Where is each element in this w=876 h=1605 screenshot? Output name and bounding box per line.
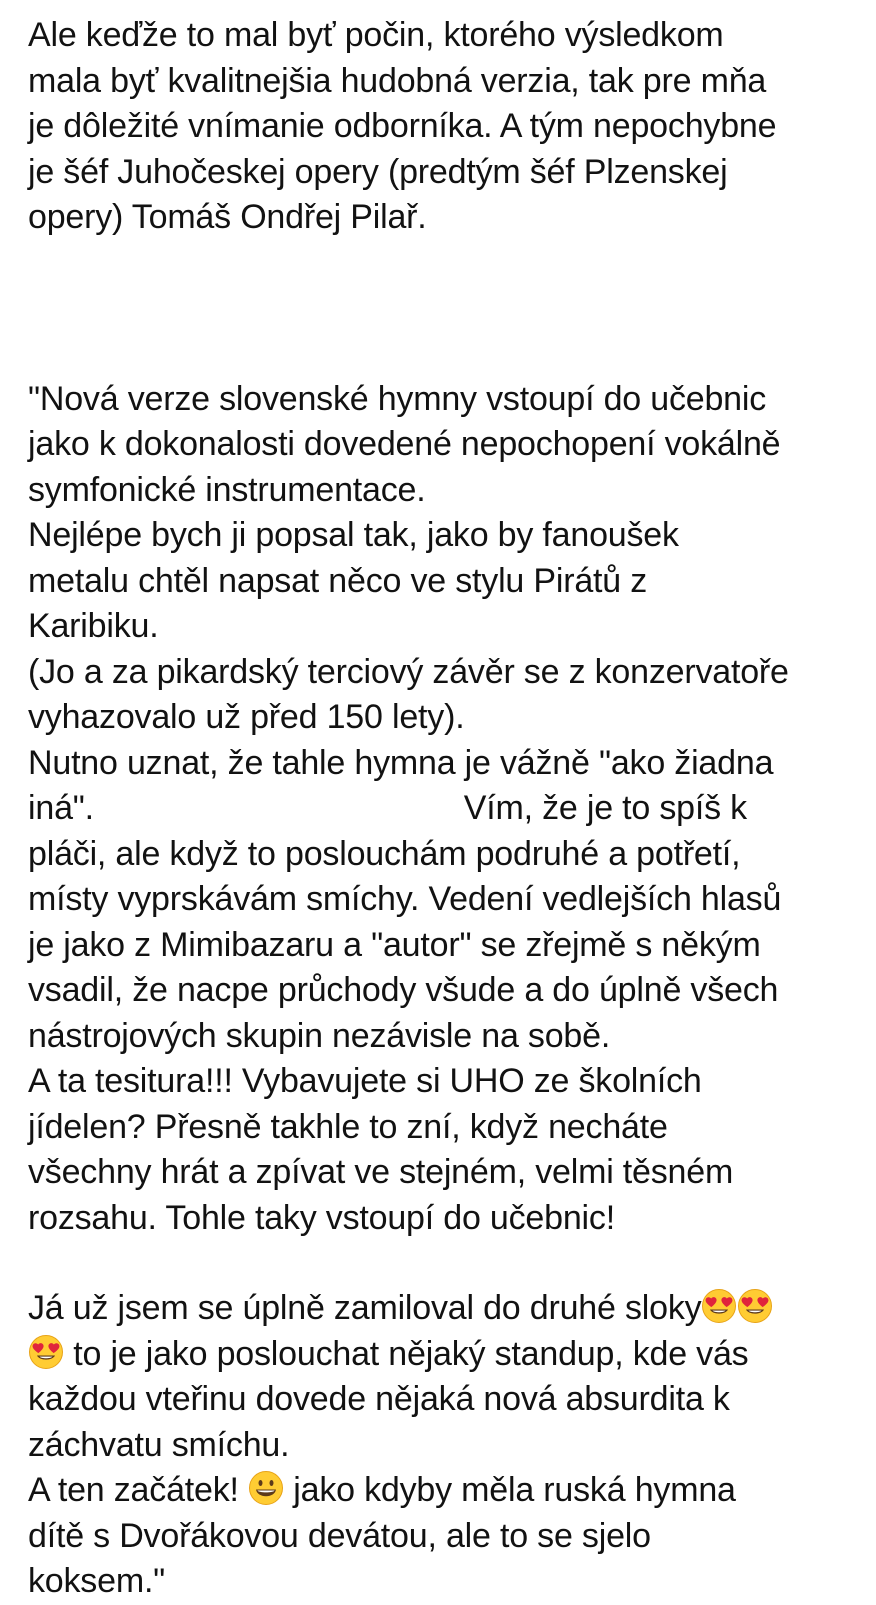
text-line: iná". Vím, že je to spíš k xyxy=(28,789,747,827)
text-line: Karibiku. xyxy=(28,607,159,645)
text-fragment: to je jako poslouchat nějaký standup, kde vás xyxy=(64,1334,749,1373)
post-text xyxy=(28,13,858,1605)
text-line: Nejlépe bych ji popsal tak, jako by fanoušek xyxy=(28,516,679,554)
text-line: je šéf Juhočeskej opery (predtým šéf Plzenskej xyxy=(28,152,728,191)
text-line: každou vteřinu dovede nějaká nová absurdita k xyxy=(28,1380,730,1418)
heart-eyes-emoji-icon xyxy=(701,1288,737,1324)
text-line: všechny hrát a zpívat ve stejném, velmi těsném xyxy=(28,1153,734,1191)
text-line: vsadil, že nacpe průchody všude a do úplně všech xyxy=(28,971,779,1009)
paragraph-gap xyxy=(28,241,858,377)
text-line xyxy=(28,1332,858,1378)
text-fragment: A ten začátek! xyxy=(28,1471,249,1509)
text-line: Ale keďže to mal byť počin, ktorého výsledkom xyxy=(28,16,724,54)
text-line: jako k dokonalosti dovedené nepochopení vokálně xyxy=(28,425,781,463)
heart-eyes-emoji-icon xyxy=(737,1288,773,1324)
text-line: pláči, ale když to poslouchám podruhé a potřetí, xyxy=(28,834,741,873)
text-line: mala byť kvalitnejšia hudobná verzia, tak pre mňa xyxy=(28,61,767,100)
text-line: koksem." xyxy=(28,1562,166,1600)
text-line xyxy=(28,1468,858,1514)
text-line: jídelen? Přesně takhle to zní, když necháte xyxy=(28,1107,668,1146)
text-line: záchvatu smíchu. xyxy=(28,1425,290,1464)
text-line xyxy=(28,1286,858,1332)
heart-eyes-emoji-icon xyxy=(28,1334,64,1370)
text-line: symfonické instrumentace. xyxy=(28,470,426,509)
text-line: vyhazovalo už před 150 lety). xyxy=(28,698,465,736)
text-line: (Jo a za pikardský terciový závěr se z konzervatoře xyxy=(28,652,789,691)
text-line: je dôležité vnímanie odborníka. A tým nepochybne xyxy=(28,107,777,145)
text-line: místy vyprskávám smíchy. Vedení vedlejších hlasů xyxy=(28,880,782,918)
text-line: dítě s Dvořákovou devátou, ale to se sjelo xyxy=(28,1516,651,1555)
text-fragment: Já už jsem se úplně zamiloval do druhé sloky xyxy=(28,1289,702,1327)
text-fragment: jako kdyby měla ruská hymna xyxy=(284,1471,736,1509)
paragraph-gap xyxy=(28,1241,858,1286)
text-line: "Nová verze slovenské hymny vstoupí do učebnic xyxy=(28,379,767,418)
grinning-face-emoji-icon xyxy=(248,1470,284,1506)
text-line: Nutno uznat, že tahle hymna je vážně "ako žiadna xyxy=(28,743,774,782)
text-line: A ta tesitura!!! Vybavujete si UHO ze školních xyxy=(28,1062,702,1100)
text-line: metalu chtěl napsat něco ve stylu Pirátů z xyxy=(28,561,648,600)
text-line: rozsahu. Tohle taky vstoupí do učebnic! xyxy=(28,1198,615,1237)
text-line: je jako z Mimibazaru a "autor" se zřejmě s někým xyxy=(28,925,761,964)
text-line: opery) Tomáš Ondřej Pilař. xyxy=(28,198,427,236)
text-line: nástrojových skupin nezávisle na sobě. xyxy=(28,1016,611,1055)
